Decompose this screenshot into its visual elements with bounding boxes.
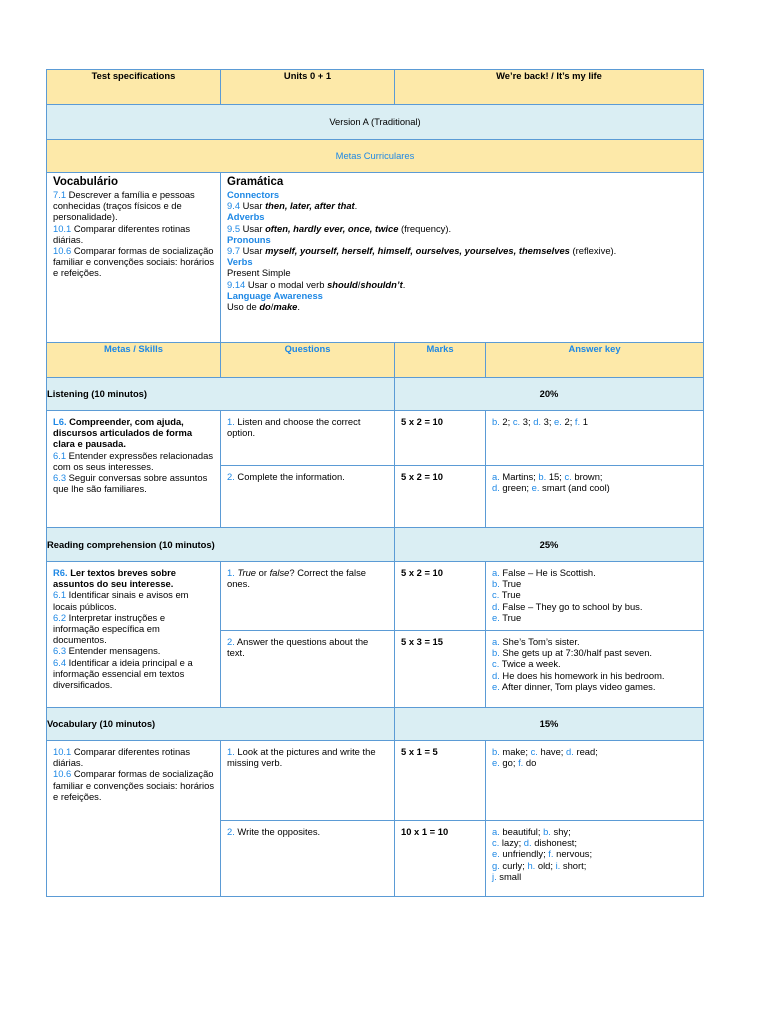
marks-cell: 5 x 2 = 10	[395, 411, 486, 466]
gramatica-cell	[221, 173, 704, 343]
vocabulary-metas-cell	[47, 741, 221, 897]
meta-item: 6.4 Identificar a ideia principal e a informação essencial em textos diversificados.	[53, 656, 193, 691]
column-questions: Questions	[221, 343, 395, 378]
curriculum-row	[47, 173, 704, 343]
meta-item: 10.6 Comparar formas de socialização familiar e convenções sociais: horários e refeições.	[53, 768, 215, 802]
question-cell: 2. Complete the information.	[221, 466, 395, 528]
answer-cell: b. make; c. have; d. read; e. go; f. do	[486, 741, 704, 821]
reading-section-row	[47, 528, 704, 562]
version-title: Version A (Traditional)	[47, 105, 704, 140]
question-cell: 1. True or false? Correct the false ones.	[221, 562, 395, 631]
verbs-heading: Verbs	[227, 256, 253, 268]
gramatica-item: 9.4 Usar then, later, after that.	[227, 200, 358, 212]
gramatica-title: Gramática	[227, 176, 284, 188]
gramatica-item: Uso de do/make.	[227, 301, 300, 313]
answer-cell: b. 2; c. 3; d. 3; e. 2; f. 1	[486, 411, 704, 466]
test-specifications-table	[46, 69, 704, 897]
vocabulary-section-row	[47, 708, 704, 741]
marks-cell: 5 x 2 = 10	[395, 466, 486, 528]
answer-cell: a. False – He is Scottish. b. True c. True d. False – They go to school by bus. e. True	[486, 562, 704, 631]
vocabulary-title: Vocabulary (10 minutos)	[47, 708, 395, 741]
vocabulary-q1-row	[47, 741, 704, 821]
header-units: Units 0 + 1	[221, 70, 395, 105]
column-heading-row	[47, 343, 704, 378]
answer-cell: a. She’s Tom’s sister. b. She gets up at 7:30/half past seven. c. Twice a week. d. He does his homework in his bedroom. e. After dinner, Tom plays video games.	[486, 631, 704, 708]
meta-item: 6.1 Identificar sinais e avisos em locais públicos.	[53, 589, 189, 612]
question-cell: 2. Answer the questions about the text.	[221, 631, 395, 708]
listening-q1-row	[47, 411, 704, 466]
gramatica-item: 9.5 Usar often, hardly ever, once, twice (frequency).	[227, 222, 452, 234]
marks-cell: 10 x 1 = 10	[395, 821, 486, 897]
question-cell: 2. Write the opposites.	[221, 821, 395, 897]
gramatica-item: 9.7 Usar myself, yourself, herself, himself, ourselves, yourselves, themselves (reflexive).	[227, 245, 617, 257]
meta-item: L6. Compreender, com ajuda, discursos articulados de forma clara e pausada.	[53, 416, 193, 450]
vocabulary-percentage: 15%	[395, 708, 704, 741]
marks-cell: 5 x 2 = 10	[395, 562, 486, 631]
vocabulario-title: Vocabulário	[53, 176, 118, 188]
marks-cell: 5 x 3 = 15	[395, 631, 486, 708]
marks-cell: 5 x 1 = 5	[395, 741, 486, 821]
listening-section-row	[47, 378, 704, 411]
question-cell: 1. Listen and choose the correct option.	[221, 411, 395, 466]
answer-cell: a. beautiful; b. shy; c. lazy; d. dishonest; e. unfriendly; f. nervous; g. curly; h. old; i. short; j. small	[486, 821, 704, 897]
column-metas-skills: Metas / Skills	[47, 343, 221, 378]
gramatica-item: 9.14 Usar o modal verb should/shouldn’t.	[227, 278, 406, 290]
column-answer-key: Answer key	[486, 343, 704, 378]
header-test-specifications: Test specifications	[47, 70, 221, 105]
listening-percentage: 20%	[395, 378, 704, 411]
vocabulario-item: 7.1 Descrever a família e pessoas conhecidas (traços físicos e de personalidade).	[53, 189, 195, 223]
language-awareness-heading: Language Awareness	[227, 289, 323, 301]
present-simple: Present Simple	[227, 267, 291, 279]
connectors-heading: Connectors	[227, 189, 280, 200]
meta-item: 6.3 Entender mensagens.	[53, 645, 161, 657]
reading-q1-row	[47, 562, 704, 631]
column-marks: Marks	[395, 343, 486, 378]
listening-metas-cell	[47, 411, 221, 528]
reading-metas-cell	[47, 562, 221, 708]
reading-title: Reading comprehension (10 minutos)	[47, 528, 395, 562]
metas-curriculares-row	[47, 140, 704, 173]
question-cell: 1. Look at the pictures and write the missing verb.	[221, 741, 395, 821]
header-row	[47, 70, 704, 105]
meta-item: 6.1 Entender expressões relacionadas com os seus interesses.	[53, 449, 214, 472]
reading-percentage: 25%	[395, 528, 704, 562]
vocabulario-item: 10.1 Comparar diferentes rotinas diárias.	[53, 222, 191, 245]
vocabulario-item: 10.6 Comparar formas de socialização familiar e convenções sociais: horários e refeições.	[53, 245, 215, 279]
meta-item: 6.3 Seguir conversas sobre assuntos que lhe são familiares.	[53, 472, 208, 495]
adverbs-heading: Adverbs	[227, 211, 265, 223]
version-row	[47, 105, 704, 140]
meta-item: R6. Ler textos breves sobre assuntos do seu interesse.	[53, 567, 176, 590]
answer-cell: a. Martins; b. 15; c. brown; d. green; e. smart (and cool)	[486, 466, 704, 528]
meta-item: 10.1 Comparar diferentes rotinas diárias.	[53, 746, 191, 769]
metas-curriculares-heading: Metas Curriculares	[47, 140, 704, 173]
vocabulario-cell	[47, 173, 221, 343]
listening-title: Listening (10 minutos)	[47, 378, 395, 411]
pronouns-heading: Pronouns	[227, 233, 271, 245]
header-unit-titles: We’re back! / It’s my life	[395, 70, 704, 105]
meta-item: 6.2 Interpretar instruções e informação específica em documentos.	[53, 611, 166, 646]
